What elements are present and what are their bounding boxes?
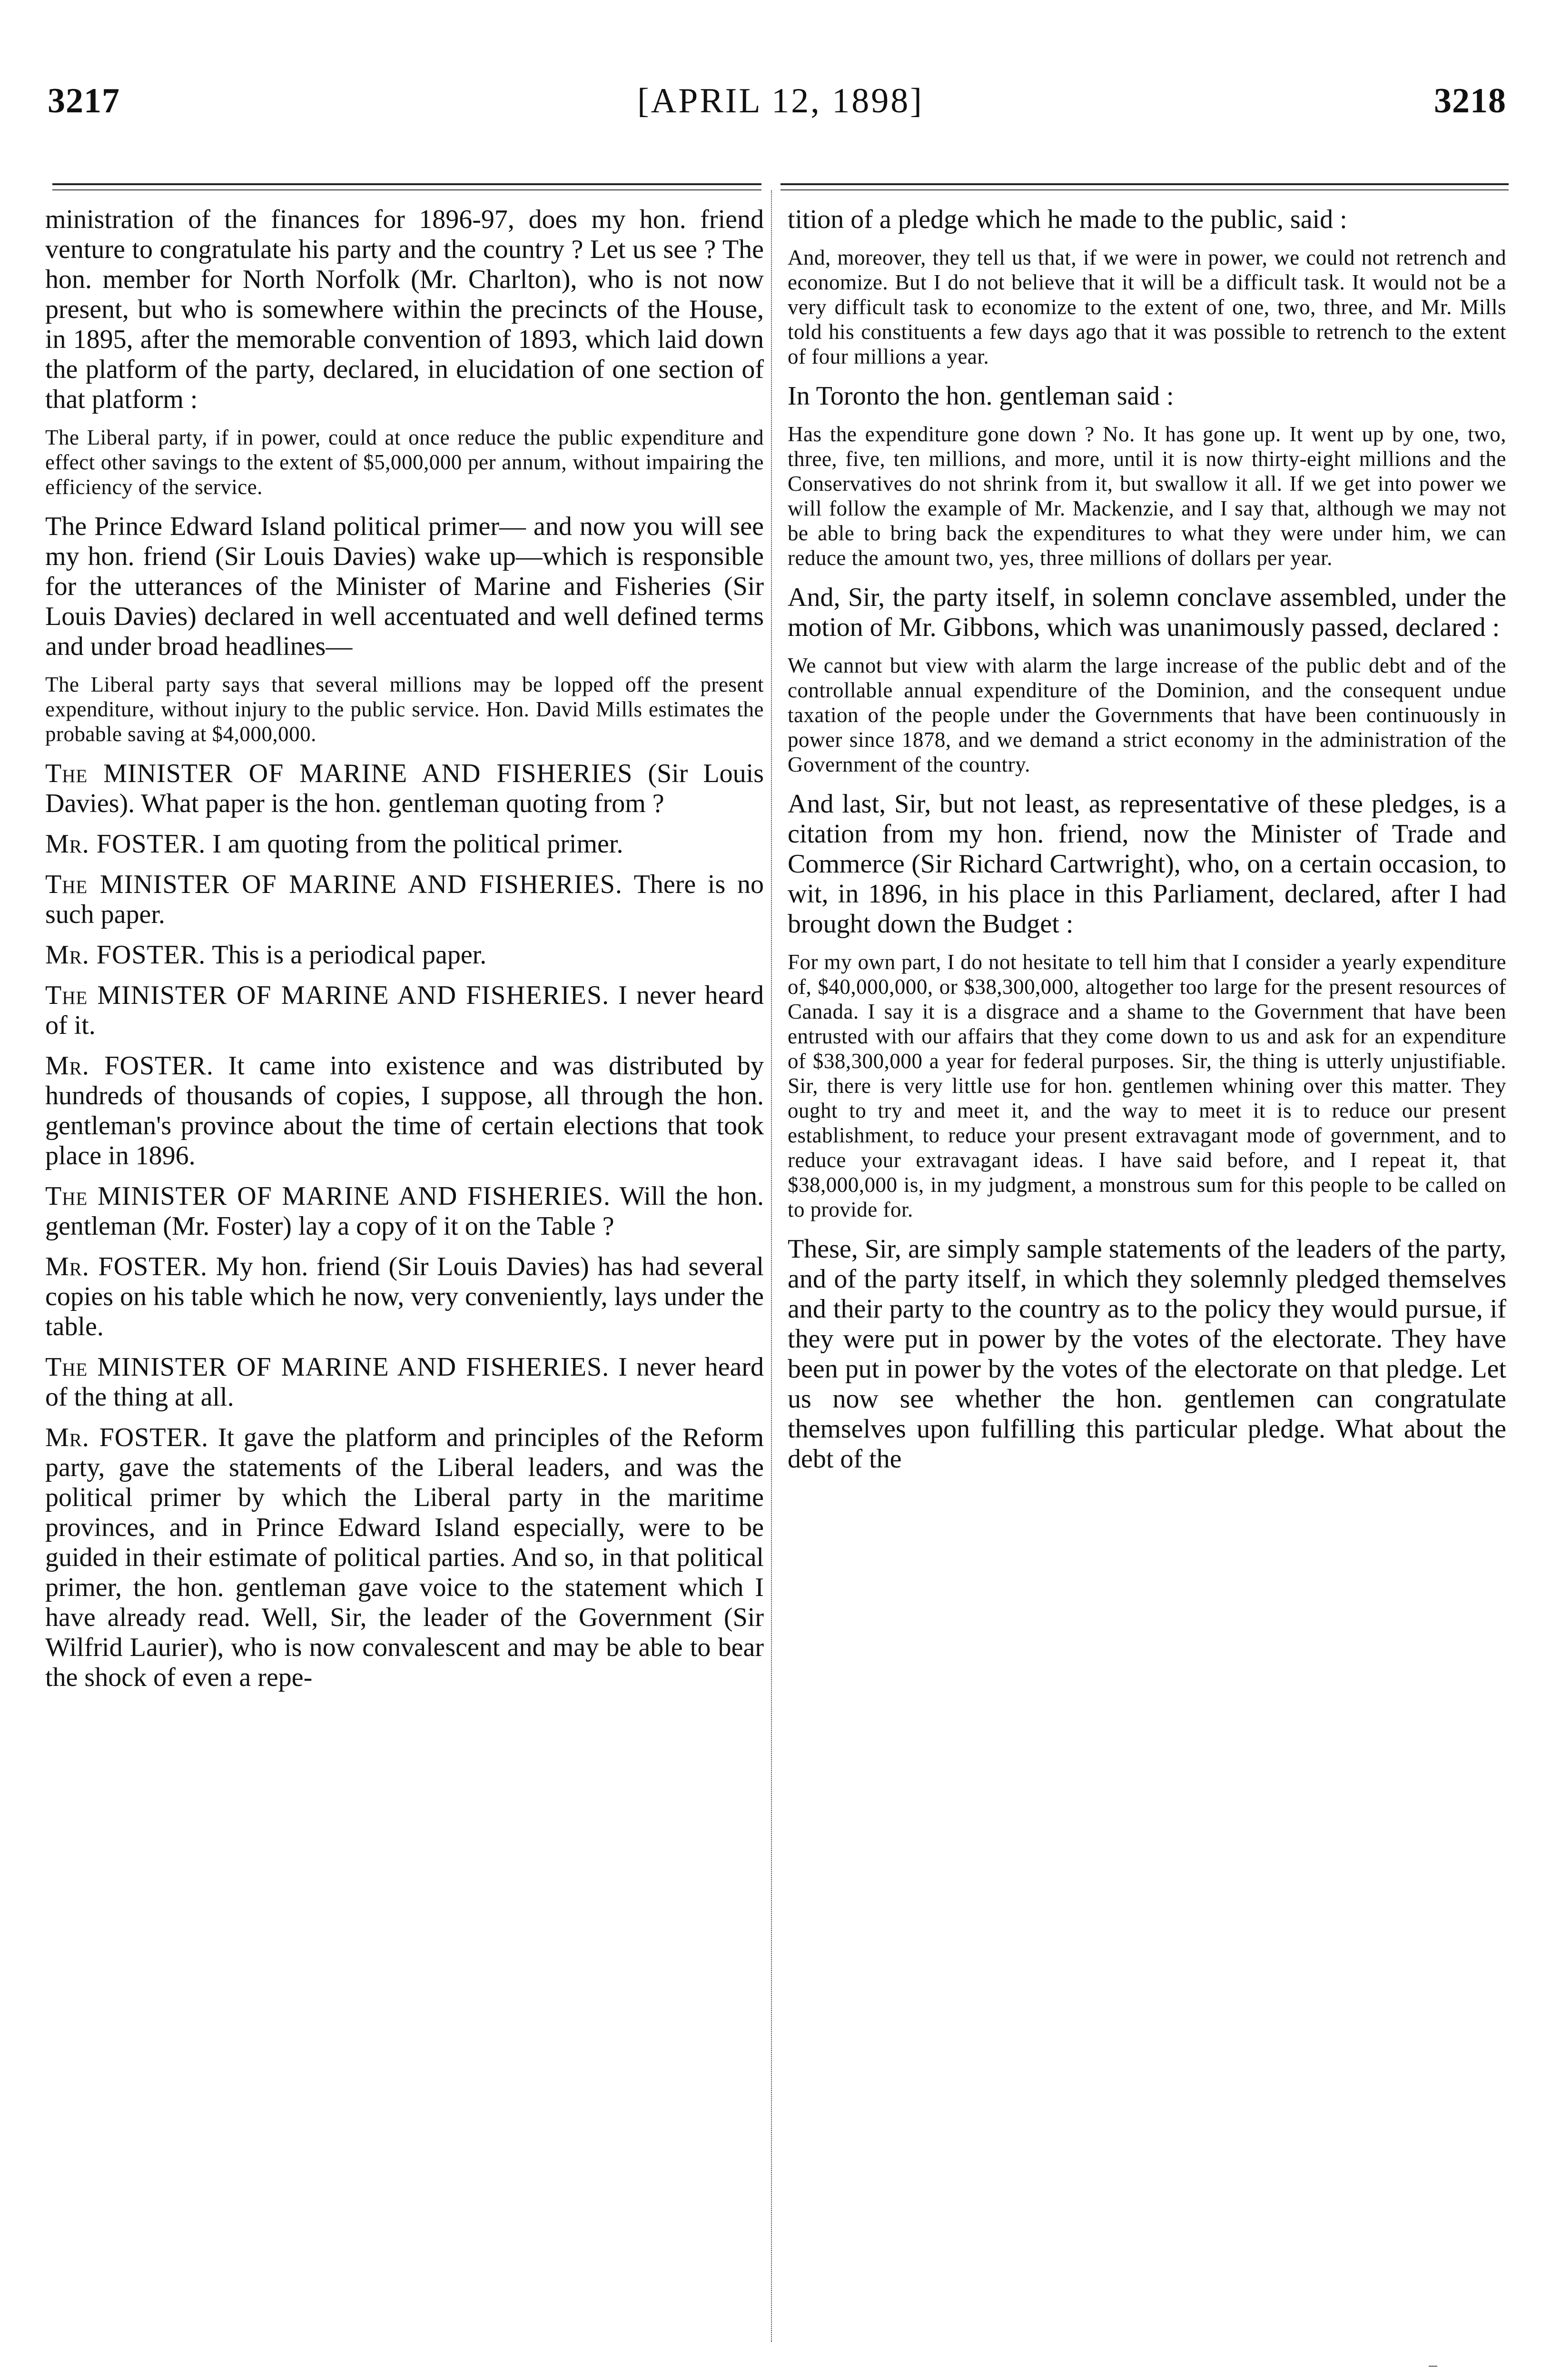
body-paragraph: In Toronto the hon. gentleman said :	[788, 381, 1174, 411]
speech-paragraph	[45, 829, 764, 859]
speech-paragraph	[45, 940, 764, 970]
quoted-passage: And, moreover, they tell us that, if we were in power, we could not retrench and economize. But I do not believe that it will be a difficult task. It would not be a very difficult task to economize to the extent of one, two, three, and Mr. Mills told his constituents a few days ago that it was possible to retrench to the extent of four millions a year.	[788, 246, 1506, 368]
speaker-name: The MINISTER OF MARINE AND FISHERIES.	[45, 870, 622, 899]
speaker-name: Mr. FOSTER.	[45, 829, 206, 859]
page-mark	[1429, 2366, 1437, 2367]
speech-text: Will the hon. gentleman (Mr. Foster) lay a copy of it on the Table ?	[45, 1181, 764, 1241]
body-paragraph: These, Sir, are simply sample statements of the leaders of the party, and of the party itself, in which they solemnly pledged themselves and their party to the country as to the policy they would pursue, if they were put in power by the votes of the electorate. They have been put in power by the votes of the electorate on that pledge. Let us now see whether the hon. gentlemen can congratulate themselves upon fulfilling this particular pledge. What about the debt of the	[788, 1234, 1506, 1474]
speaker-name: The MINISTER OF MARINE AND FISHERIES	[45, 759, 633, 788]
speech-paragraph	[45, 1252, 764, 1342]
page-number-left: 3217	[48, 81, 120, 120]
speech-text: I never heard of it.	[45, 981, 764, 1040]
quoted-passage: The Liberal party says that several millions may be lopped off the present expenditure, without injury to the public service. Hon. David Mills estimates the probable saving at $4,000,000.	[45, 673, 764, 746]
speaker-name: The MINISTER OF MARINE AND FISHERIES.	[45, 1352, 610, 1382]
page-number-right: 3218	[1434, 81, 1506, 120]
body-paragraph: ministration of the finances for 1896-97, does my hon. friend venture to congratulate his party and the country ? Let us see ? The hon. member for North Norfolk (Mr. Charlton), who is not now present, but who is somewhere within the precincts of the House, in 1895, after the memorable convention of 1893, which laid down the platform of the party, declared, in elucidation of one section of that platform :	[45, 205, 764, 414]
page-header	[0, 81, 1561, 138]
speech-paragraph	[45, 1352, 764, 1412]
speaker-name: Mr. FOSTER.	[45, 1252, 208, 1281]
speaker-name: The MINISTER OF MARINE AND FISHERIES.	[45, 981, 610, 1010]
speaker-name: The MINISTER OF MARINE AND FISHERIES.	[45, 1181, 611, 1211]
speech-paragraph	[45, 870, 764, 930]
left-column	[45, 205, 764, 1703]
body-paragraph: The Prince Edward Island political primer— and now you will see my hon. friend (Sir Louis Davies) wake up—which is responsible for the utterances of the Minister of Marine and Fisheries (Sir Louis Davies) declared in well accentuated and well defined terms and under broad headlines—	[45, 512, 764, 661]
page-date: [APRIL 12, 1898]	[637, 81, 924, 120]
body-paragraph: And, Sir, the party itself, in solemn conclave assembled, under the motion of Mr. Gibbons, which was unanimously passed, declared :	[788, 583, 1506, 642]
header-rule-right-thick	[780, 183, 1509, 185]
quoted-passage: For my own part, I do not hesitate to tell him that I consider a yearly expenditure of, $40,000,000, or $38,300,000, altogether too large for the present resources of Canada. I say it is a disgrace and a shame to the Government that have been entrusted with our affairs that they come down to us and ask for an expenditure of $38,300,000 a year for federal purposes. Sir, the thing is utterly unjustifiable. Sir, there is very little use for hon. gentlemen whining over this matter. They ought to try and meet it, and the way to meet it is to reduce our present establishment, to reduce your present extravagant mode of government, and to reduce your extravagant ideas. I have said before, and I repeat it, that $38,000,000 is, in my judgment, a monstrous sum for this people to be called on to provide for.	[788, 950, 1506, 1221]
speech-text: My hon. friend (Sir Louis Davies) has had several copies on his table which he now, very conveniently, lays under the table.	[45, 1252, 764, 1341]
speaker-name: Mr. FOSTER.	[45, 1051, 214, 1081]
speech-text: I am quoting from the political primer.	[212, 829, 623, 859]
speech-paragraph	[45, 759, 764, 819]
speech-paragraph	[45, 1181, 764, 1241]
speech-text: This is a periodical paper.	[212, 940, 487, 970]
speaker-name: Mr. FOSTER.	[45, 940, 206, 970]
speech-paragraph	[45, 1423, 764, 1693]
quoted-passage: Has the expenditure gone down ? No. It has gone up. It went up by one, two, three, five, ten millions, and more, until it is now thirty-eight millions and the Conservatives do not shrink from it, but swallow it all. If we get into power we will follow the example of Mr. Mackenzie, and I say that, although we may not be able to bring back the expenditures to what they were under him, we can reduce the amount two, yes, three millions of dollars per year.	[788, 422, 1506, 570]
column-divider	[771, 190, 772, 2342]
speech-text: (Sir Louis Davies). What paper is the hon. gentleman quoting from ?	[45, 759, 764, 818]
quoted-passage: The Liberal party, if in power, could at once reduce the public expenditure and effect other savings to the extent of $5,000,000 per annum, without impairing the efficiency of the service.	[45, 426, 764, 499]
header-rule-right-thin	[780, 189, 1509, 190]
speech-text: It came into existence and was distributed by hundreds of thousands of copies, I suppose, all through the hon. gentleman's province about the time of certain elections that took place in 1896.	[45, 1051, 764, 1170]
header-rule-left-thick	[52, 183, 761, 185]
body-paragraph: And last, Sir, but not least, as representative of these pledges, is a citation from my hon. friend, now the Minister of Trade and Commerce (Sir Richard Cartwright), who, on a certain occasion, to wit, in 1896, in his place in this Parliament, declared, after I had brought down the Budget :	[788, 789, 1506, 939]
speech-text: I never heard of the thing at all.	[45, 1352, 764, 1412]
speaker-name: Mr. FOSTER.	[45, 1423, 209, 1452]
body-paragraph: tition of a pledge which he made to the public, said :	[788, 205, 1347, 234]
quoted-passage: We cannot but view with alarm the large increase of the public debt and of the controllable annual expenditure of the Dominion, and the consequent undue taxation of the people under the Governments that have been continuously in power since 1878, and we demand a strict economy in the administration of the Government of the country.	[788, 654, 1506, 776]
speech-text: There is no such paper.	[45, 870, 764, 929]
speech-paragraph	[45, 1051, 764, 1171]
speech-paragraph	[45, 981, 764, 1041]
speech-text: It gave the platform and principles of the Reform party, gave the statements of the Liberal leaders, and was the political primer by which the Liberal party in the maritime provinces, and in Prince Edward Island especially, were to be guided in their estimate of political parties. And so, in that political primer, the hon. gentleman gave voice to the statement which I have already read. Well, Sir, the leader of the Government (Sir Wilfrid Laurier), who is now convalescent and may be able to bear the shock of even a repe-	[45, 1423, 764, 1692]
header-rule-left-thin	[52, 189, 761, 190]
right-column	[788, 205, 1506, 1485]
